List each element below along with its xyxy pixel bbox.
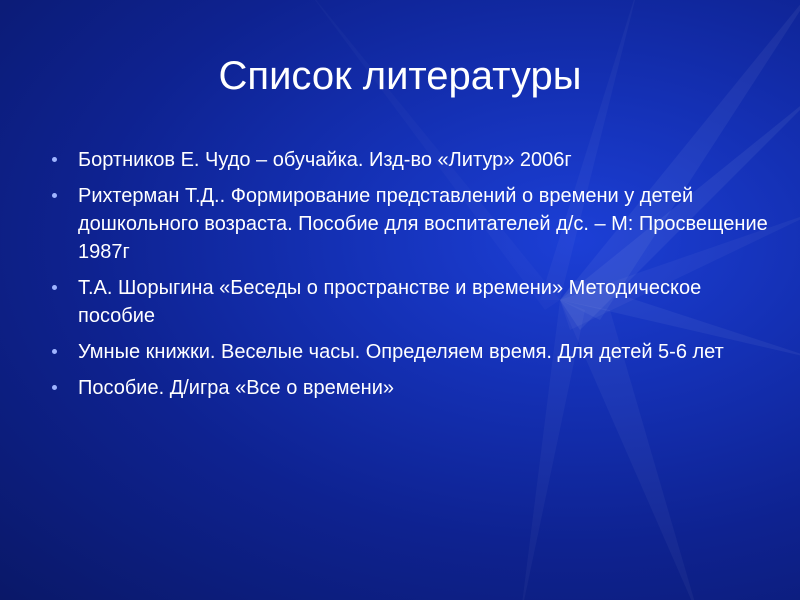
bullet-icon xyxy=(52,349,57,354)
list-item-text: Рихтерман Т.Д.. Формирование представлений о времени у детей дошкольного возраста. Пособие для воспитателей д/с. – М: Просвещение 1987г xyxy=(78,185,768,263)
list-item-text: Т.А. Шорыгина «Беседы о пространстве и времени» Методическое пособие xyxy=(78,277,702,327)
list-item xyxy=(50,374,770,402)
list-item-text: Умные книжки. Веселые часы. Определяем время. Для детей 5-6 лет xyxy=(78,341,724,363)
bullet-icon xyxy=(52,193,57,198)
bibliography-list xyxy=(50,146,770,410)
list-item xyxy=(50,182,770,266)
slide-title: Список литературы xyxy=(218,54,582,98)
bullet-icon xyxy=(52,285,57,290)
list-item-text: Пособие. Д/игра «Все о времени» xyxy=(78,377,394,399)
list-item xyxy=(50,274,770,330)
list-item xyxy=(50,146,770,174)
list-item-text: Бортников Е. Чудо – обучайка. Изд-во «Литур» 2006г xyxy=(78,149,572,171)
bullet-icon xyxy=(52,157,57,162)
bullet-icon xyxy=(52,385,57,390)
list-item xyxy=(50,338,770,366)
